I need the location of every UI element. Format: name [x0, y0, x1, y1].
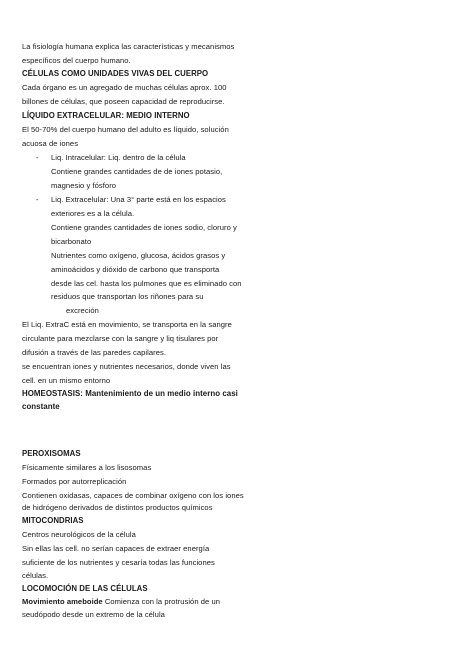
- locomocion-line-2: seudópodo desde un extremo de la célula: [22, 610, 165, 619]
- bullet2-line-7: desde las cel. hasta los pulmones que es eliminado con: [51, 279, 242, 288]
- heading-mitocondrias: MITOCONDRIAS: [22, 516, 84, 525]
- bullet-dash-1: -: [36, 153, 39, 162]
- extrac-line-1: El Liq. ExtraC está en movimiento, se transporta en la sangre: [22, 320, 232, 329]
- celulas-line-1: Cada órgano es un agregado de muchas células aprox. 100: [22, 83, 227, 92]
- intro-line-2: específicos del cuerpo humano.: [22, 56, 131, 65]
- bullet-dash-2: -: [36, 195, 39, 204]
- bullet2-line-9: excreción: [66, 306, 99, 315]
- bullet1-line-1: Liq. Intracelular: Liq. dentro de la célula: [51, 153, 186, 162]
- mitocondrias-line-4: células.: [22, 571, 49, 580]
- locomocion-term: Movimiento ameboide: [22, 597, 103, 606]
- liquido-line-2: acuosa de iones: [22, 139, 79, 148]
- bullet2-line-5: Nutrientes como oxígeno, glucosa, ácidos grasos y: [51, 251, 226, 260]
- mitocondrias-line-1: Centros neurológicos de la célula: [22, 530, 136, 539]
- bullet2-line-1: Liq. Extracelular: Una 3° parte está en los espacios: [51, 195, 226, 204]
- mitocondrias-line-3: suficiente de los nutrientes y cesaría todas las funciones: [22, 558, 215, 567]
- heading-liquido: LÍQUIDO EXTRACELULAR: MEDIO INTERNO: [22, 111, 190, 120]
- peroxisomas-line-1: Físicamente similares a los lisosomas: [22, 463, 152, 472]
- locomocion-line-1: [22, 597, 220, 607]
- extrac-line-5: cell. en un mismo entorno: [22, 376, 111, 385]
- heading-celulas: CÉLULAS COMO UNIDADES VIVAS DEL CUERPO: [22, 69, 209, 78]
- peroxisomas-line-2: Formados por autorreplicación: [22, 477, 127, 486]
- bullet1-line-3: magnesio y fósforo: [51, 181, 117, 190]
- heading-locomocion: LOCOMOCIÓN DE LAS CÉLULAS: [22, 584, 148, 593]
- locomocion-text: Comienza con la protrusión de un: [102, 597, 221, 606]
- intro-line-1: La fisiología humana explica las características y mecanismos: [22, 42, 235, 51]
- homeostasis-line-2: constante: [22, 402, 60, 411]
- peroxisomas-line-3: Contienen oxidasas, capaces de combinar oxígeno con los iones: [22, 491, 244, 500]
- bullet2-line-4: bicarbonato: [51, 237, 92, 246]
- heading-peroxisomas: PEROXISOMAS: [22, 449, 81, 458]
- extrac-line-4: se encuentran iones y nutrientes necesarios, donde viven las: [22, 362, 231, 371]
- bullet2-line-3: Contiene grandes cantidades de iones sodio, cloruro y: [51, 223, 237, 232]
- extrac-line-3: difusión a través de las paredes capilares.: [22, 348, 166, 357]
- bullet1-line-2: Contiene grandes cantidades de de iones potasio,: [51, 167, 223, 176]
- homeostasis-line-1: HOMEOSTASIS: Mantenimiento de un medio interno casi: [22, 389, 238, 398]
- bullet2-line-6: aminoácidos y dióxido de carbono que transporta: [51, 265, 220, 274]
- extrac-line-2: circulante para mezclarse con la sangre y liq tisulares por: [22, 334, 219, 343]
- bullet2-line-2: exteriores es a la célula.: [51, 209, 135, 218]
- mitocondrias-line-2: Sin ellas las cell. no serían capaces de extraer energía: [22, 544, 210, 553]
- celulas-line-2: billones de células, que poseen capacidad de reproducirse.: [22, 97, 225, 106]
- liquido-line-1: El 50-70% del cuerpo humano del adulto es líquido, solución: [22, 125, 229, 134]
- bullet2-line-8: residuos que transportan los riñones para su: [51, 292, 204, 301]
- peroxisomas-line-4: de hidrógeno derivados de distintos productos químicos: [22, 503, 213, 512]
